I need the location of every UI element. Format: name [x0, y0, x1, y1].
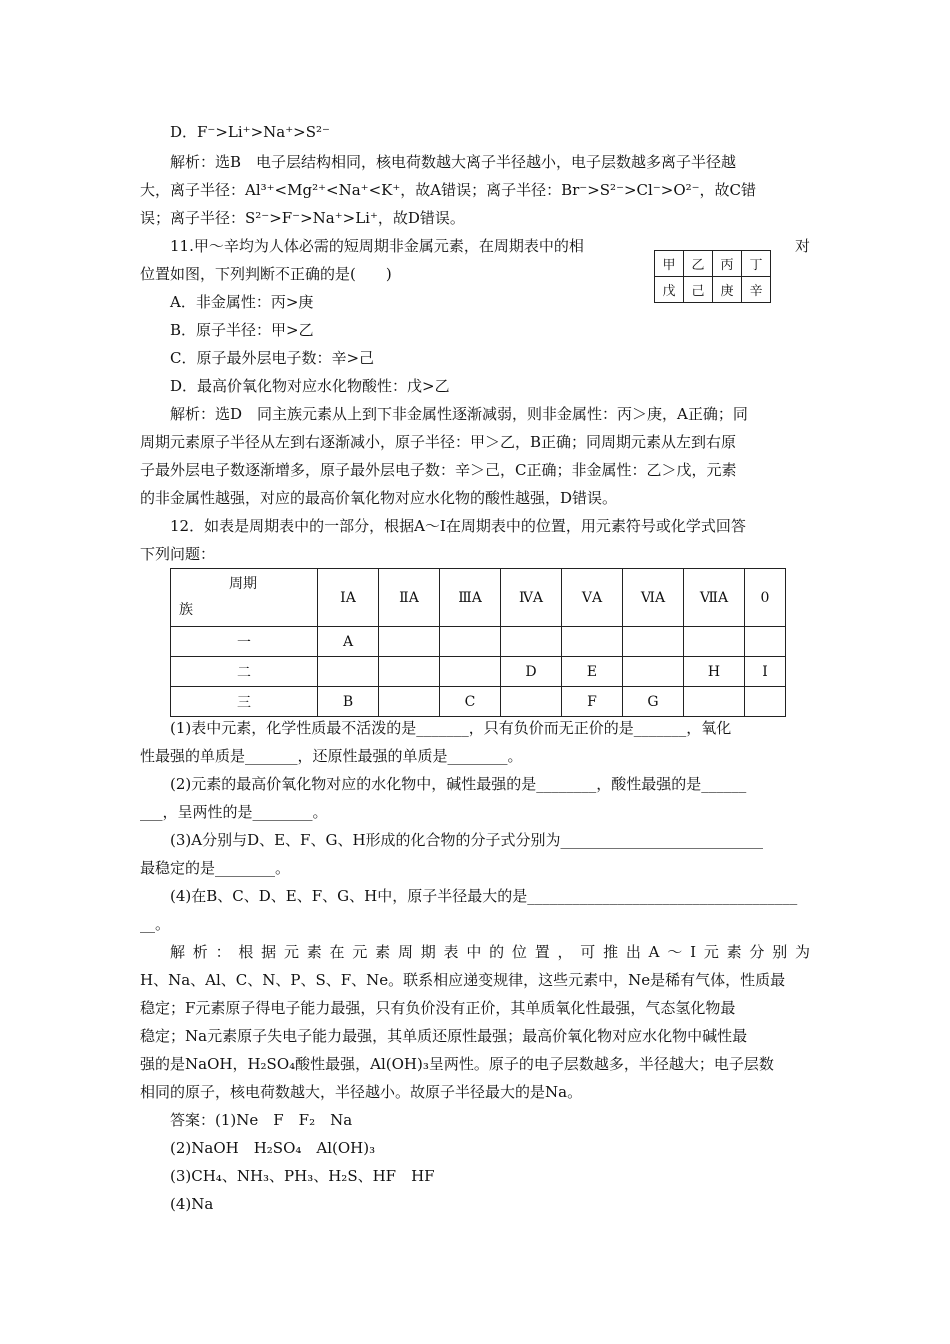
q11-analysis-line-3: 子最外层电子数逐渐增多，原子最外层电子数：辛＞己，C正确；非金属性：乙＞戊，元素	[140, 461, 737, 479]
element-cell: E	[562, 657, 623, 687]
table-corner-cell	[171, 569, 318, 627]
element-cell	[623, 627, 684, 657]
q11-option-c: C．原子最外层电子数：辛>己	[170, 349, 375, 367]
element-cell	[745, 627, 786, 657]
q12-question-2-line-1: (2)元素的最高价氧化物对应的水化物中，碱性最强的是________，酸性最强的是______	[170, 775, 747, 793]
grid-cell: 乙	[684, 251, 713, 277]
table-row	[171, 657, 786, 687]
periodic-table-fragment	[170, 568, 786, 717]
group-header: ⅡA	[379, 569, 440, 627]
element-cell	[440, 657, 501, 687]
q11-option-d: D．最高价氧化物对应水化物酸性：戊>乙	[170, 377, 450, 395]
group-header: ⅤA	[562, 569, 623, 627]
q12-answer-1: 答案：(1)Ne F F₂ Na	[170, 1111, 353, 1129]
period-label: 三	[171, 687, 318, 717]
element-cell	[745, 687, 786, 717]
q12-question-1-line-1: (1)表中元素，化学性质最不活泼的是_______，只有负价而无正价的是_______，氧化	[170, 719, 732, 737]
q10-analysis-line-3: 误；离子半径：S²⁻>F⁻>Na⁺>Li⁺，故D错误。	[140, 209, 465, 227]
group-header: ⅦA	[684, 569, 745, 627]
element-cell: H	[684, 657, 745, 687]
q12-question-4-line-2: __。	[140, 915, 171, 933]
q11-stem-tail: 对	[795, 237, 811, 255]
element-cell: D	[501, 657, 562, 687]
grid-cell: 丁	[742, 251, 771, 277]
q12-analysis-line-4: 稳定；Na元素原子失电子能力最强，其单质还原性最强；最高价氧化物对应水化物中碱性最	[140, 1027, 748, 1045]
q11-option-b: B．原子半径：甲>乙	[170, 321, 314, 339]
element-cell: C	[440, 687, 501, 717]
period-label: 一	[171, 627, 318, 657]
element-cell	[440, 627, 501, 657]
table-header-row	[171, 569, 786, 627]
group-header: ⅠA	[318, 569, 379, 627]
q12-answer-2: (2)NaOH H₂SO₄ Al(OH)₃	[170, 1139, 376, 1157]
q11-analysis-line-2: 周期元素原子半径从左到右逐渐减小，原子半径：甲＞乙，B正确；同周期元素从左到右原	[140, 433, 737, 451]
q12-analysis-line-3: 稳定；F元素原子得电子能力最强，只有负价没有正价，其单质氧化性最强，气态氢化物最	[140, 999, 736, 1017]
q11-option-a: A．非金属性：丙>庚	[170, 293, 314, 311]
q11-stem-line-2: 位置如图，下列判断不正确的是( )	[140, 265, 392, 283]
table-row	[171, 687, 786, 717]
grid-cell: 丙	[713, 251, 742, 277]
element-cell	[562, 627, 623, 657]
grid-cell: 庚	[713, 277, 742, 303]
grid-cell: 辛	[742, 277, 771, 303]
group-header: ⅥA	[623, 569, 684, 627]
q10-analysis-line-2: 大，离子半径：Al³⁺<Mg²⁺<Na⁺<K⁺，故A错误；离子半径：Br⁻>S²⁻>Cl⁻>O²⁻，故C错	[140, 181, 757, 199]
q12-stem-line-1: 12．如表是周期表中的一部分，根据A～I在周期表中的位置，用元素符号或化学式回答	[170, 517, 746, 535]
corner-period-label: 周期	[229, 576, 257, 592]
q12-analysis-line-6: 相同的原子，核电荷数越大，半径越小。故原子半径最大的是Na。	[140, 1083, 583, 1101]
q11-stem-line-1: 11.甲～辛均为人体必需的短周期非金属元素，在周期表中的相	[170, 237, 584, 255]
element-cell	[318, 657, 379, 687]
element-cell	[501, 627, 562, 657]
q12-answer-3: (3)CH₄、NH₃、PH₃、H₂S、HF HF	[170, 1167, 435, 1185]
element-cell: I	[745, 657, 786, 687]
group-header: 0	[745, 569, 786, 627]
element-cell: A	[318, 627, 379, 657]
q12-stem-line-2: 下列问题：	[140, 545, 216, 563]
q12-question-2-line-2: ___，呈两性的是________。	[140, 803, 328, 821]
q10-analysis-line-1: 解析：选B 电子层结构相同，核电荷数越大离子半径越小，电子层数越多离子半径越	[170, 153, 737, 171]
q12-analysis-line-1: 解析：根据元素在元素周期表中的位置，可推出A～I元素分别为	[170, 943, 812, 961]
grid-cell: 甲	[655, 251, 684, 277]
element-cell: F	[562, 687, 623, 717]
group-header: ⅣA	[501, 569, 562, 627]
period-label: 二	[171, 657, 318, 687]
element-cell	[684, 627, 745, 657]
grid-cell: 己	[684, 277, 713, 303]
q11-analysis-line-1: 解析：选D 同主族元素从上到下非金属性逐渐减弱，则非金属性：丙＞庚，A正确；同	[170, 405, 748, 423]
element-cell	[684, 687, 745, 717]
q12-question-3-line-2: 最稳定的是________。	[140, 859, 291, 877]
element-cell	[501, 687, 562, 717]
q12-question-1-line-2: 性最强的单质是_______，还原性最强的单质是________。	[140, 747, 523, 765]
q10-option-d: D．F⁻>Li⁺>Na⁺>S²⁻	[170, 123, 330, 141]
element-cell	[379, 687, 440, 717]
q12-analysis-line-2: H、Na、Al、C、N、P、S、F、Ne。联系相应递变规律，这些元素中，Ne是稀有气体，性质最	[140, 971, 786, 989]
element-cell: B	[318, 687, 379, 717]
grid-row	[655, 277, 771, 303]
grid-row	[655, 251, 771, 277]
element-cell	[379, 657, 440, 687]
q12-question-4-line-1: (4)在B、C、D、E、F、G、H中，原子半径最大的是____________________________________	[170, 887, 798, 905]
table-row	[171, 627, 786, 657]
q12-question-3-line-1: (3)A分别与D、E、F、G、H形成的化合物的分子式分别为___________________________	[170, 831, 764, 849]
q12-analysis-line-5: 强的是NaOH，H₂SO₄酸性最强，Al(OH)₃呈两性。原子的电子层数越多，半径越大；电子层数	[140, 1055, 774, 1073]
q12-answer-4: (4)Na	[170, 1195, 214, 1213]
grid-cell: 戊	[655, 277, 684, 303]
q11-element-grid	[654, 250, 771, 303]
element-cell	[379, 627, 440, 657]
element-cell	[623, 657, 684, 687]
group-header: ⅢA	[440, 569, 501, 627]
element-cell: G	[623, 687, 684, 717]
corner-group-label: 族	[179, 602, 193, 618]
q11-analysis-line-4: 的非金属性越强，对应的最高价氧化物对应水化物的酸性越强，D错误。	[140, 489, 618, 507]
